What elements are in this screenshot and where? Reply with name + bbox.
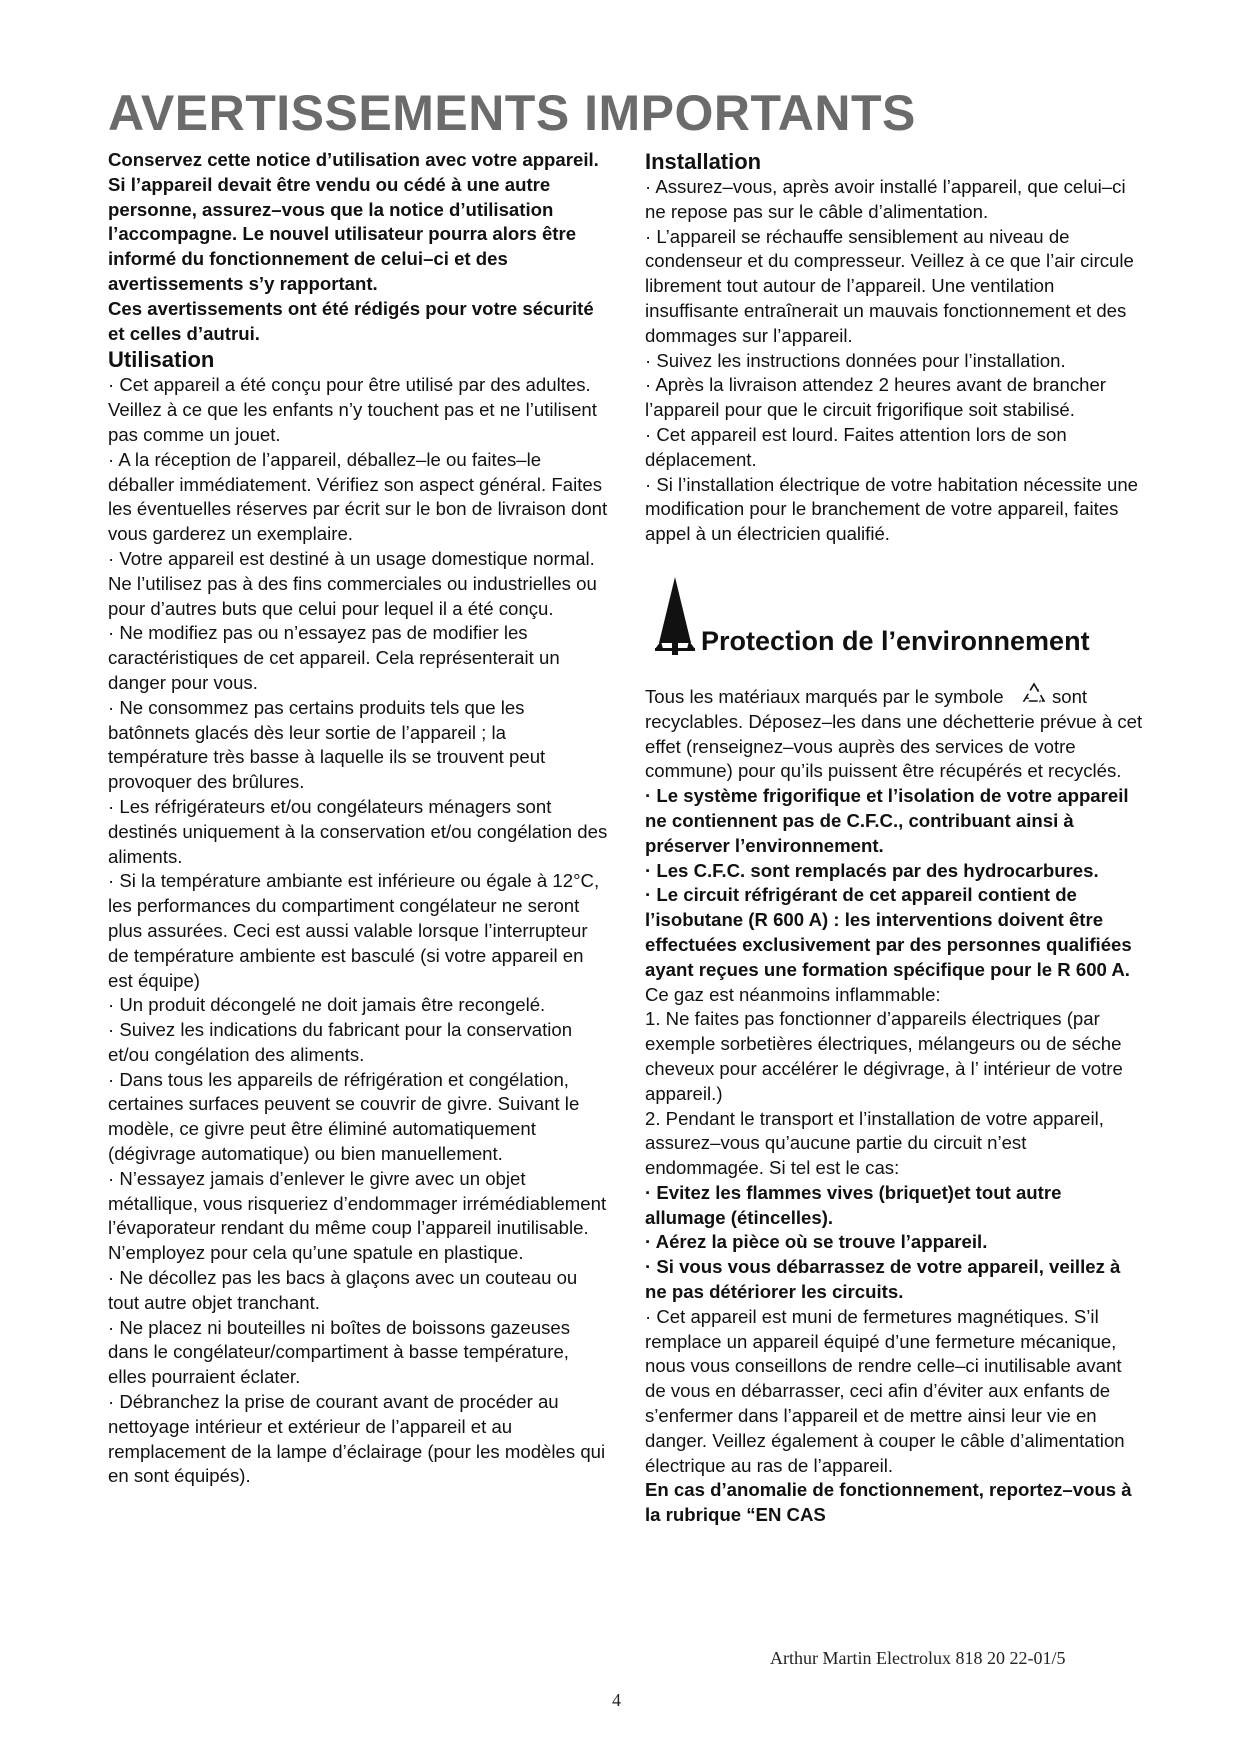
document-reference: Arthur Martin Electrolux 818 20 22-01/5: [770, 1648, 1066, 1668]
disposal-warning: · Si vous vous débarrassez de votre appareil, veillez à ne pas détériorer les circuits.: [645, 1256, 1121, 1303]
ventilate-warning: · Aérez la pièce où se trouve l’appareil.: [645, 1231, 988, 1253]
cfc-notice: · Le système frigorifique et l’isolation de votre appareil ne contiennent pas de C.F.C., contribuant ainsi à préserver l’environnement.: [645, 785, 1129, 856]
left-column: [108, 148, 608, 1489]
anomaly-notice: En cas d’anomalie de fonctionnement, reportez–vous à la rubrique “EN CAS: [645, 1479, 1132, 1526]
utilisation-heading: Utilisation: [108, 347, 215, 373]
installation-item: · Suivez les instructions données pour l’installation.: [645, 349, 1066, 371]
cfc-replaced: · Les C.F.C. sont remplacés par des hydrocarbures.: [645, 859, 1099, 881]
installation-heading: Installation: [645, 149, 762, 174]
utilisation-item: · Ne placez ni bouteilles ni boîtes de boissons gazeuses dans le congélateur/compartiment à basse température, elles pourraient éclater.: [108, 1316, 571, 1388]
utilisation-item: · Les réfrigérateurs et/ou congélateurs ménagers sont destinés uniquement à la conservation et/ou congélation des aliments.: [108, 795, 608, 867]
recycle-intro: Tous les matériaux marqués par le symbole: [645, 685, 1004, 707]
utilisation-item: · Dans tous les appareils de réfrigération et congélation, certaines surfaces peuvent se couvrir de givre. Suivant le modèle, ce givre peut être éliminé automatiquement (dégivrage automatique) ou bien manuellement.: [108, 1068, 580, 1165]
environment-header: [645, 577, 1145, 685]
utilisation-item: · Débranchez la prise de courant avant de procéder au nettoyage intérieur et extérieur de l’appareil et au remplacement de la lampe d’éclairage (pour les modèles qui en sont équipés).: [108, 1391, 606, 1487]
isobutane-notice: · Le circuit réfrigérant de cet appareil contient de l’isobutane (R 600 A) : les interventions doivent être effectuées exclusivement par des personnes qualifiées ayant reçues une formation spécifique pour le R 600 A.: [645, 884, 1132, 980]
gas-warning: Ce gaz est néanmoins inflammable:: [645, 983, 941, 1005]
gas-point-1: 1. Ne faites pas fonctionner d’appareils électriques (par exemple sorbetières électriques, mélangeurs ou de séche cheveux pour accélérer le dégivrage, à l’ intérieur de votre appareil.): [645, 1008, 1123, 1104]
page-number: 4: [612, 1690, 621, 1710]
installation-item: · Si l’installation électrique de votre habitation nécessite une modification pour le branchement de votre appareil, faites appel à un électricien qualifié.: [645, 473, 1139, 545]
installation-item: · Assurez–vous, après avoir installé l’appareil, que celui–ci ne repose pas sur le câble d’alimentation.: [645, 176, 1126, 222]
utilisation-item: · Suivez les indications du fabricant pour la conservation et/ou congélation des aliments.: [108, 1019, 573, 1065]
intro-paragraph-2: Ces avertissements ont été rédigés pour votre sécurité et celles d’autrui.: [108, 297, 594, 344]
recycle-icon: [1021, 682, 1047, 706]
installation-item: · Après la livraison attendez 2 heures avant de brancher l’appareil pour que le circuit frigorifique soit stabilisé.: [645, 374, 1106, 421]
intro-paragraph-1: Conservez cette notice d’utilisation avec votre appareil. Si l’appareil devait être vendu ou cédé à une autre personne, assurez–vous que la notice d’utilisation l’accompagne. Le nouvel utilisateur pourra alors être informé du fonctionnement de celui–ci et des avertissements s’y rapportant.: [108, 149, 599, 294]
utilisation-item: · Ne décollez pas les bacs à glaçons avec un couteau ou tout autre objet tranchant.: [108, 1267, 578, 1313]
page-title: AVERTISSEMENTS IMPORTANTS: [108, 85, 916, 141]
utilisation-item: · N’essayez jamais d’enlever le givre avec un objet métallique, vous risqueriez d’endommager irrémédiablement l’évaporateur rendant du même coup l’appareil inutilisable. N’employez pour cela qu’une spatule en plastique.: [108, 1167, 607, 1264]
right-column: [645, 148, 1145, 1528]
flame-warning: · Evitez les flammes vives (briquet)et tout autre allumage (étincelles).: [645, 1181, 1062, 1228]
utilisation-item: · Cet appareil a été conçu pour être utilisé par des adultes. Veillez à ce que les enfants n’y touchent pas et ne l’utilisent pas comme un jouet.: [108, 374, 597, 445]
recycle-paragraph: [645, 685, 1145, 784]
magnetic-closure-notice: · Cet appareil est muni de fermetures magnétiques. S’il remplace un appareil équipé d’une fermeture mécanique, nous vous conseillons de rendre celle–ci inutilisable avant de vous en débarrasser, ceci afin d’éviter aux enfants de s’enfermer dans l’appareil et de mettre ainsi leur vie en danger. Veillez également à couper le câble d’alimentation électrique au ras de l’appareil.: [645, 1305, 1125, 1476]
recycle-rest: sont recyclables. Déposez–les dans une déchetterie prévue à cet effet (renseignez–vous auprès des services de votre commune) pour qu’ils puissent être récupérés et recyclés.: [645, 685, 1143, 782]
utilisation-item: · Si la température ambiante est inférieure ou égale à 12°C, les performances du compartiment congélateur ne seront plus assurées. Ceci est aussi valable lorsque l’interrupteur de température ambiente est basculé (si votre appareil en est équipe): [108, 870, 600, 991]
environment-heading: Protection de l’environnement: [701, 625, 1090, 656]
utilisation-item: · Ne modifiez pas ou n’essayez pas de modifier les caractéristiques de cet appareil. Cela représenterait un danger pour vous.: [108, 622, 560, 693]
gas-point-2: 2. Pendant le transport et l’installation de votre appareil, assurez–vous qu’aucune partie du circuit n’est endommagée. Si tel est le cas:: [645, 1107, 1104, 1179]
installation-item: · Cet appareil est lourd. Faites attention lors de son déplacement.: [645, 423, 1067, 470]
utilisation-item: · Votre appareil est destiné à un usage domestique normal. Ne l’utilisez pas à des fins commerciales ou industrielles ou pour d’autres buts que celui pour lequel il a été conçu.: [108, 547, 597, 619]
utilisation-item: · Ne consommez pas certains produits tels que les batônnets glacés dès leur sortie de l’appareil ; la température très basse à laquelle ils se trouvent peut provoquer des brûlures.: [108, 696, 546, 793]
tree-icon: [653, 577, 697, 663]
utilisation-item: · Un produit décongelé ne doit jamais être recongelé.: [108, 994, 546, 1016]
installation-item: · L’appareil se réchauffe sensiblement au niveau de condenseur et du compresseur. Veillez à ce que l’air circule librement tout autour de l’appareil. Une ventilation insuffisante entraînerait un mauvais fonctionnement et des dommages sur l’appareil.: [645, 225, 1134, 346]
utilisation-item: · A la réception de l’appareil, déballez–le ou faites–le déballer immédiatement. Vérifiez son aspect général. Faites les éventuelles réserves par écrit sur le bon de livraison dont vous garderez un exemplaire.: [108, 448, 608, 545]
